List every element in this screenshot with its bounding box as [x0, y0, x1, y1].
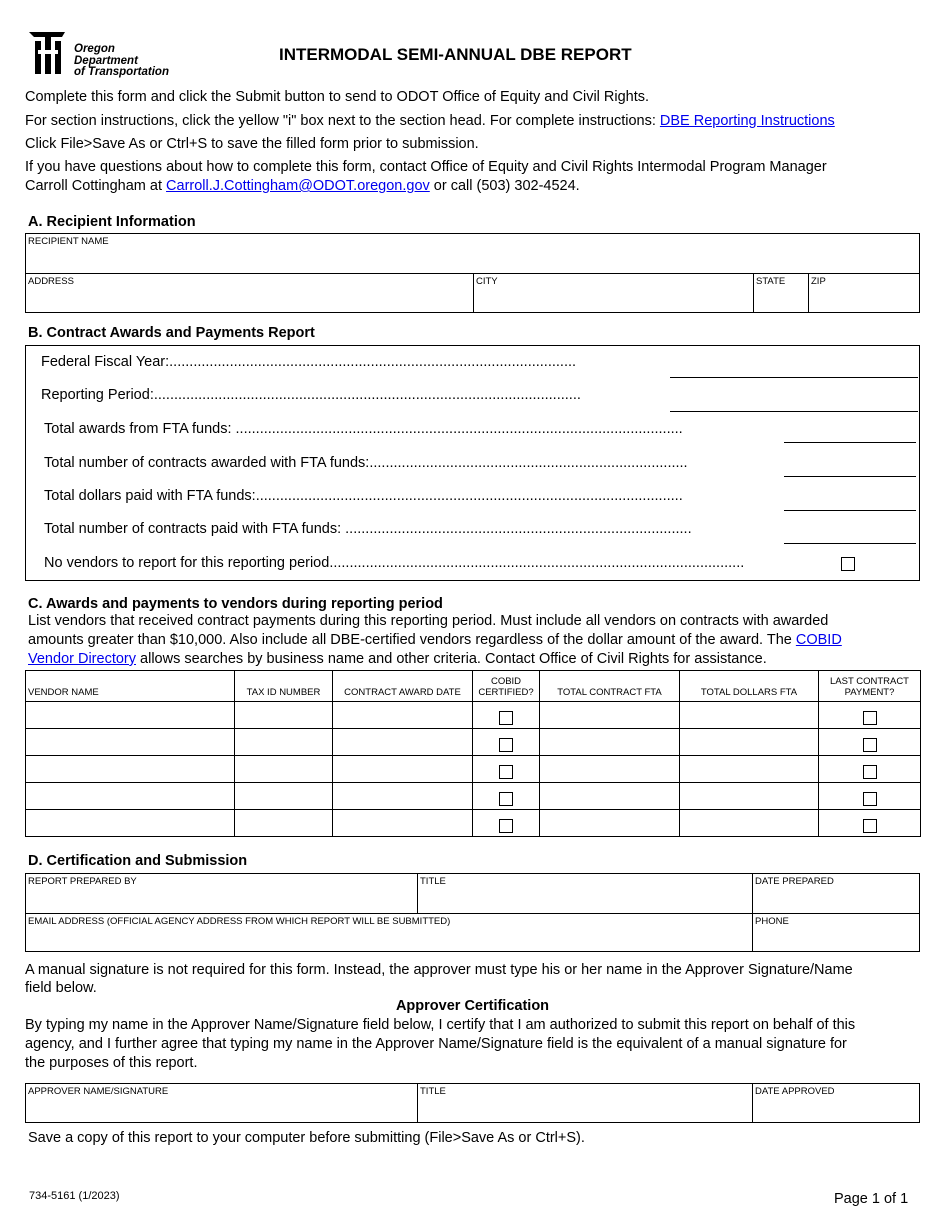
- cobid-checkbox[interactable]: [499, 765, 513, 779]
- last-payment-cell: [819, 729, 921, 756]
- tax-id-input[interactable]: [235, 783, 332, 809]
- section-b-heading: B. Contract Awards and Payments Report: [28, 325, 315, 341]
- vendor-name-cell: [26, 783, 235, 810]
- form-number: 734-5161 (1/2023): [29, 1190, 120, 1202]
- award-date-input[interactable]: [333, 756, 472, 782]
- vendor-name-cell: [26, 729, 235, 756]
- tax-id-input[interactable]: [235, 702, 332, 728]
- date-approved-input[interactable]: [755, 1100, 917, 1120]
- recipient-info-box: [25, 233, 920, 313]
- num-paid-label: Total number of contracts paid with FTA funds: ......................................................................................: [44, 521, 692, 537]
- tax-id-cell: [235, 702, 333, 729]
- dollars-fta-cell: [680, 756, 819, 783]
- tax-id-cell: [235, 783, 333, 810]
- tax-id-input[interactable]: [235, 729, 332, 755]
- cobid-link[interactable]: COBID: [795, 632, 842, 648]
- city-input[interactable]: [476, 290, 751, 310]
- email-label: EMAIL ADDRESS (OFFICIAL AGENCY ADDRESS FROM WHICH REPORT WILL BE SUBMITTED): [28, 916, 451, 927]
- phone-input[interactable]: [755, 929, 917, 949]
- table-row: [26, 810, 921, 837]
- num-awarded-input[interactable]: [784, 456, 920, 478]
- prepared-by-input[interactable]: [28, 891, 415, 911]
- city-label: CITY: [476, 276, 498, 287]
- last-payment-checkbox[interactable]: [863, 819, 877, 833]
- col-vendor-name: VENDOR NAME: [26, 671, 235, 702]
- address-cell: [26, 273, 473, 312]
- vendor-table: [25, 670, 921, 837]
- award-date-input[interactable]: [333, 729, 472, 755]
- vendor-name-cell: [26, 756, 235, 783]
- dollars-fta-cell: [680, 810, 819, 837]
- phone-cell: [752, 913, 919, 951]
- intro-line-1: Complete this form and click the Submit button to send to ODOT Office of Equity and Civil Rights.: [25, 89, 650, 105]
- award-date-cell: [333, 729, 473, 756]
- odot-logo-icon: [27, 28, 69, 78]
- section-c-desc-2-text: amounts greater than $10,000. Also include all DBE-certified vendors regardless of the dollar amount of the award. The: [28, 632, 796, 648]
- dollars-fta-cell: [680, 729, 819, 756]
- cert-line-3: the purposes of this report.: [25, 1055, 198, 1071]
- award-date-input[interactable]: [333, 783, 472, 809]
- zip-label: ZIP: [811, 276, 826, 287]
- recipient-name-label: RECIPIENT NAME: [28, 236, 109, 247]
- city-cell: [473, 273, 753, 312]
- table-row: [26, 756, 921, 783]
- last-payment-cell: [819, 702, 921, 729]
- approver-title-cell: [417, 1084, 752, 1122]
- intro-line-3: Click File>Save As or Ctrl+S to save the filled form prior to submission.: [25, 136, 479, 152]
- cobid-checkbox[interactable]: [499, 792, 513, 806]
- contract-fta-cell: [540, 729, 680, 756]
- title-label: TITLE: [420, 876, 446, 887]
- section-c-heading: C. Awards and payments to vendors during reporting period: [28, 596, 443, 612]
- dbe-instructions-link[interactable]: DBE Reporting Instructions: [659, 113, 835, 129]
- award-date-input[interactable]: [333, 810, 472, 836]
- vendor-name-input[interactable]: [26, 702, 234, 728]
- col-total-contract-fta: TOTAL CONTRACT FTA: [540, 671, 680, 702]
- phone-label: PHONE: [755, 916, 789, 927]
- state-cell: [753, 273, 808, 312]
- date-prepared-label: DATE PREPARED: [755, 876, 834, 887]
- recipient-name-cell: [26, 234, 919, 273]
- recipient-name-input[interactable]: [28, 251, 917, 271]
- approver-title-label: TITLE: [420, 1086, 446, 1097]
- contract-fta-input[interactable]: [540, 729, 679, 755]
- cert-line-1: By typing my name in the Approver Name/Signature field below, I certify that I am authorized to submit this report on behalf of this: [25, 1017, 856, 1033]
- vendor-name-cell: [26, 810, 235, 837]
- section-c-desc-2: [28, 631, 842, 650]
- approver-name-label: APPROVER NAME/SIGNATURE: [28, 1086, 169, 1097]
- dollars-paid-field: [784, 490, 916, 511]
- tax-id-input[interactable]: [235, 810, 332, 836]
- logo-text-oregon: Oregon: [74, 43, 115, 55]
- section-c-desc-3: [28, 650, 767, 669]
- table-row: [26, 729, 921, 756]
- page-title: INTERMODAL SEMI-ANNUAL DBE REPORT: [279, 45, 632, 64]
- dollars-fta-cell: [680, 702, 819, 729]
- vendor-name-input[interactable]: [26, 729, 234, 755]
- last-payment-cell: [819, 810, 921, 837]
- num-paid-input[interactable]: [784, 523, 920, 545]
- contract-fta-input[interactable]: [540, 702, 679, 728]
- certification-box: [25, 873, 920, 952]
- col-tax-id: TAX ID NUMBER: [235, 671, 333, 702]
- num-awarded-label: Total number of contracts awarded with FTA funds:...............................................................................: [44, 455, 688, 471]
- cert-line-2: agency, and I further agree that typing my name in the Approver Name/Signature field is the equivalent of a manual signature for: [25, 1036, 847, 1052]
- logo-text-transportation: of Transportation: [74, 66, 169, 78]
- tax-id-cell: [235, 729, 333, 756]
- last-payment-checkbox[interactable]: [863, 792, 877, 806]
- vendor-name-input[interactable]: [26, 783, 234, 809]
- zip-input[interactable]: [811, 290, 917, 310]
- dollars-fta-input[interactable]: [680, 756, 818, 782]
- award-date-cell: [333, 810, 473, 837]
- table-row: [26, 702, 921, 729]
- prepared-by-label: REPORT PREPARED BY: [28, 876, 137, 887]
- award-date-cell: [333, 702, 473, 729]
- title-input[interactable]: [420, 891, 750, 911]
- contract-fta-input[interactable]: [540, 756, 679, 782]
- approver-cert-heading: Approver Certification: [395, 998, 550, 1014]
- col-last-contract-payment: LAST CONTRACT PAYMENT?: [819, 671, 921, 702]
- total-awards-input[interactable]: [784, 422, 920, 444]
- date-approved-label: DATE APPROVED: [755, 1086, 835, 1097]
- title-cell: [417, 874, 752, 913]
- date-prepared-input[interactable]: [755, 891, 917, 911]
- approver-title-input[interactable]: [420, 1100, 750, 1120]
- cobid-cell: [473, 702, 540, 729]
- save-note: Save a copy of this report to your computer before submitting (File>Save As or Ctrl+S).: [28, 1130, 585, 1146]
- last-payment-cell: [819, 756, 921, 783]
- award-date-cell: [333, 783, 473, 810]
- vendor-name-input[interactable]: [26, 756, 234, 782]
- dollars-fta-input[interactable]: [680, 729, 818, 755]
- approver-box: [25, 1083, 920, 1123]
- section-c-desc-3-text: allows searches by business name and other criteria. Contact Office of Civil Rights for assistance.: [136, 651, 767, 667]
- intro-line-4b-text: Carroll Cottingham at: [25, 178, 167, 194]
- contract-fta-cell: [540, 783, 680, 810]
- address-label: ADDRESS: [28, 276, 74, 287]
- total-awards-label: Total awards from FTA funds: ...............................................................................................................: [44, 421, 683, 437]
- tax-id-input[interactable]: [235, 756, 332, 782]
- zip-cell: [808, 273, 919, 312]
- date-prepared-cell: [752, 874, 919, 913]
- page-number: Page 1 of 1: [834, 1191, 909, 1207]
- award-date-input[interactable]: [333, 702, 472, 728]
- contract-fta-cell: [540, 810, 680, 837]
- award-date-cell: [333, 756, 473, 783]
- date-approved-cell: [752, 1084, 919, 1122]
- col-cobid-certified: COBID CERTIFIED?: [473, 671, 540, 702]
- num-paid-field: [784, 523, 916, 544]
- email-input[interactable]: [28, 929, 750, 949]
- state-input[interactable]: [756, 290, 806, 310]
- cobid-checkbox[interactable]: [499, 711, 513, 725]
- logo-text-department: Department: [74, 54, 138, 67]
- no-vendors-label: No vendors to report for this reporting period.......................................................................................................: [44, 555, 745, 571]
- cobid-cell: [473, 756, 540, 783]
- contact-email-link[interactable]: Carroll.J.Cottingham@ODOT.oregon.gov: [166, 178, 430, 194]
- vendor-table-header: [26, 671, 921, 702]
- reporting-period-label: Reporting Period:..........................................................................................................: [41, 387, 581, 403]
- col-contract-award-date: CONTRACT AWARD DATE: [333, 671, 473, 702]
- approver-name-cell: [26, 1084, 417, 1122]
- cobid-checkbox[interactable]: [499, 819, 513, 833]
- fiscal-year-field: [670, 357, 918, 378]
- reporting-period-field: [670, 391, 918, 412]
- intro-line-2-text: For section instructions, click the yellow "i" box next to the section head. For complete instructions:: [25, 113, 660, 129]
- dollars-fta-input[interactable]: [680, 702, 818, 728]
- state-label: STATE: [756, 276, 786, 287]
- dollars-paid-label: Total dollars paid with FTA funds:..........................................................................................................: [44, 488, 683, 504]
- intro-line-4a: If you have questions about how to complete this form, contact Office of Equity and Civil Rights Intermodal Program Manager: [25, 159, 827, 175]
- num-awarded-field: [784, 456, 916, 477]
- intro-line-4b: [25, 177, 580, 196]
- section-c-desc-1: List vendors that received contract payments during this reporting period. Must include all vendors on contracts with awarded: [28, 613, 829, 629]
- last-payment-checkbox[interactable]: [863, 711, 877, 725]
- contract-fta-cell: [540, 756, 680, 783]
- odot-logo: [27, 28, 192, 80]
- last-payment-cell: [819, 783, 921, 810]
- cobid-cell: [473, 729, 540, 756]
- reporting-period-input[interactable]: [670, 391, 922, 413]
- dollars-paid-input[interactable]: [784, 490, 920, 512]
- fiscal-year-label: Federal Fiscal Year:.....................................................................................................: [41, 354, 577, 370]
- no-vendors-checkbox[interactable]: [841, 557, 855, 571]
- address-input[interactable]: [28, 290, 471, 310]
- contract-fta-input[interactable]: [540, 810, 679, 836]
- last-payment-checkbox[interactable]: [863, 765, 877, 779]
- approver-name-input[interactable]: [28, 1100, 415, 1120]
- intro-line-4b-tail: or call (503) 302-4524.: [429, 178, 580, 194]
- intro-line-2: [25, 112, 835, 131]
- email-cell: [26, 913, 752, 951]
- prepared-by-cell: [26, 874, 417, 913]
- vendor-name-cell: [26, 702, 235, 729]
- tax-id-cell: [235, 810, 333, 837]
- manual-sig-line-2: field below.: [25, 980, 97, 996]
- table-row: [26, 783, 921, 810]
- cobid-checkbox[interactable]: [499, 738, 513, 752]
- contract-awards-box: [25, 345, 920, 581]
- section-a-heading: A. Recipient Information: [28, 214, 196, 230]
- dollars-fta-input[interactable]: [680, 783, 818, 809]
- col-total-dollars-fta: TOTAL DOLLARS FTA: [680, 671, 819, 702]
- dollars-fta-input[interactable]: [680, 810, 818, 836]
- last-payment-checkbox[interactable]: [863, 738, 877, 752]
- contract-fta-input[interactable]: [540, 783, 679, 809]
- manual-sig-line-1: A manual signature is not required for this form. Instead, the approver must type his or her name in the Approver Signature/Name: [25, 962, 853, 978]
- cobid-cell: [473, 810, 540, 837]
- dollars-fta-cell: [680, 783, 819, 810]
- fiscal-year-input[interactable]: [670, 357, 922, 379]
- tax-id-cell: [235, 756, 333, 783]
- vendor-directory-link[interactable]: Vendor Directory: [28, 651, 136, 667]
- section-d-heading: D. Certification and Submission: [28, 853, 248, 869]
- vendor-name-input[interactable]: [26, 810, 234, 836]
- total-awards-field: [784, 422, 916, 443]
- cobid-cell: [473, 783, 540, 810]
- contract-fta-cell: [540, 702, 680, 729]
